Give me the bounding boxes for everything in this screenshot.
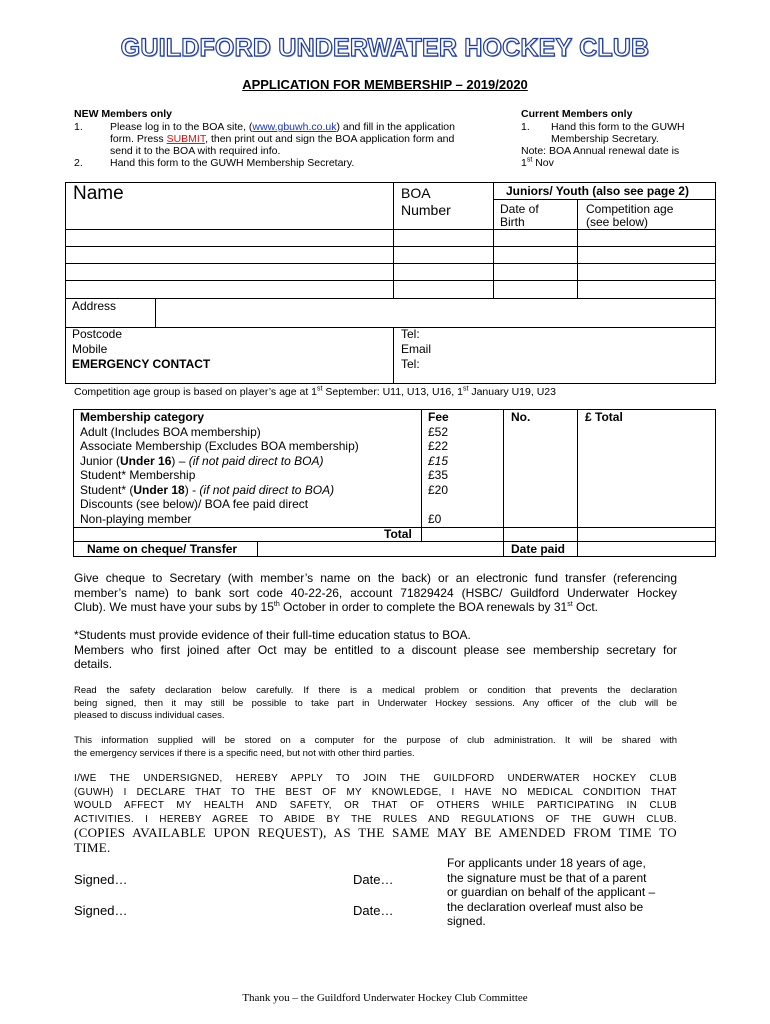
cheque-name-label: Name on cheque/ Transfer [87,542,238,556]
competition-age-note: Competition age group is based on player’s age at 1st September: U11, U13, U16, 1st January U19, U23 [74,385,556,398]
safety-note: Read the safety declaration below carefully. If there is a medical problem or condition that prevents the declaration being signed, then it may still be possible to take part in Underwater Hockey sessions. Any officer of the club will be pleased to discuss individual cases. [74,685,677,721]
form-title: APPLICATION FOR MEMBERSHIP – 2019/2020 [242,77,528,92]
fee-row-label: Junior (Under 16) – (if not paid direct to BOA) [80,454,324,468]
submit-word: SUBMIT [166,133,206,145]
renewal-note-line2: 1st Nov [521,156,554,169]
new-step1-line3: send it to the BOA with required info. [110,145,281,157]
dob-label-line1: Date of [500,202,539,216]
fee-row-amount: £52 [428,425,449,439]
signed-line-1[interactable]: Signed… [74,872,128,887]
fee-row-amount: £35 [428,468,449,482]
fee-row-label: Student* (Under 18) - (if not paid direct to BOA) [80,483,335,497]
fee-row-amount: £20 [428,483,449,497]
col-fee-header: Fee [428,410,449,424]
footer-thanks: Thank you – the Guildford Underwater Hockey Club Committee [242,992,528,1004]
current-step1-line1: Hand this form to the GUWH [551,121,685,133]
fee-row-amount: £15 [428,454,449,468]
new-step1-line1: Please log in to the BOA site, (www.gbuwh.co.uk) and fill in the application [110,121,455,133]
tel-label: Tel: [401,327,420,341]
date-line-1[interactable]: Date… [353,872,394,887]
col-total-header: £ Total [585,410,623,424]
mobile-label: Mobile [72,342,108,356]
fee-row-label: Student* Membership [80,468,196,482]
current-members-heading: Current Members only [521,108,633,120]
fee-row-label: Non-playing member [80,512,192,526]
dob-label-line2: Birth [500,215,525,229]
fee-row-label: Adult (Includes BOA membership) [80,425,261,439]
emergency-tel-label: Tel: [401,357,420,371]
renewal-note-line1: Note: BOA Annual renewal date is [521,145,680,157]
total-label: Total [384,527,412,541]
declaration-text-cont: (COPIES AVAILABLE UPON REQUEST), AS THE SAME MAY BE AMENDED FROM TIME TO TIME. [74,825,677,855]
current-step1-line2: Membership Secretary. [551,133,659,145]
boa-label-line1: BOA [401,185,431,201]
boa-site-link[interactable]: www.gbuwh.co.uk [252,121,337,133]
new-step2-text: Hand this form to the GUWH Membership Secretary. [110,157,355,169]
comp-age-label-line2: (see below) [586,215,649,229]
fee-row-amount: £22 [428,439,449,453]
date-line-2[interactable]: Date… [353,903,394,918]
club-title: GUILDFORD UNDERWATER HOCKEY CLUB [120,34,650,62]
emergency-contact-label: EMERGENCY CONTACT [72,357,211,371]
comp-age-label-line1: Competition age [586,202,674,216]
col-category-header: Membership category [80,410,205,424]
fee-row-label: Associate Membership (Excludes BOA membership) [80,439,359,453]
current-step1-number: 1. [521,121,530,133]
payment-instructions: Give cheque to Secretary (with member’s name on the back) or an electronic fund transfer (referencing member’s name) to bank sort code 40-22-26, account 71829424 (HSBC/ Guildford Underwater Hockey Club). We must have your subs by 15th October in order to complete the BOA renewals by 31st Oct. [74,571,677,614]
date-paid-label: Date paid [511,542,566,556]
new-step2-number: 2. [74,157,83,169]
postcode-label: Postcode [72,327,123,341]
email-label: Email [401,342,432,356]
fee-row-label: Discounts (see below)/ BOA fee paid direct [80,497,309,511]
col-no-header: No. [511,410,531,424]
new-step1-line2: form. Press SUBMIT, then print out and sign the BOA application form and [110,133,455,145]
name-label: Name [73,183,124,204]
juniors-label: Juniors/ Youth (also see page 2) [506,184,689,198]
data-protection-note: This information supplied will be stored on a computer for the purpose of club administration. It will be shared with the emergency services if there is a specific need, but not with other third parties. [74,735,677,759]
new-step1-number: 1. [74,121,83,133]
signed-line-2[interactable]: Signed… [74,903,128,918]
address-label: Address [72,299,117,313]
new-members-heading: NEW Members only [74,108,173,120]
declaration-text: I/WE THE UNDERSIGNED, HEREBY APPLY TO JOIN THE GUILDFORD UNDERWATER HOCKEY CLUB (GUWH) I DECLARE THAT TO THE BEST OF MY KNOWLEDGE, I HAVE NO MEDICAL CONDITION THAT WOULD AFFECT MY HEALTH AND SAFETY, OR THAT OF OTHERS WHILE PARTICIPATING IN CLUB ACTIVITIES. I HEREBY AGREE TO ABIDE BY THE RULES AND REGULATIONS OF THE GUWH CLUB. [74,773,677,825]
students-note: *Students must provide evidence of their full-time education status to BOA. Members who first joined after Oct may be entitled to a discount please see membership secretary for details. [74,628,677,671]
fee-row-amount: £0 [428,512,442,526]
under-18-note: For applicants under 18 years of age, the signature must be that of a parent or guardian on behalf of the applicant – the declaration overleaf must also be signed. [447,856,656,928]
boa-label-line2: Number [401,202,451,218]
